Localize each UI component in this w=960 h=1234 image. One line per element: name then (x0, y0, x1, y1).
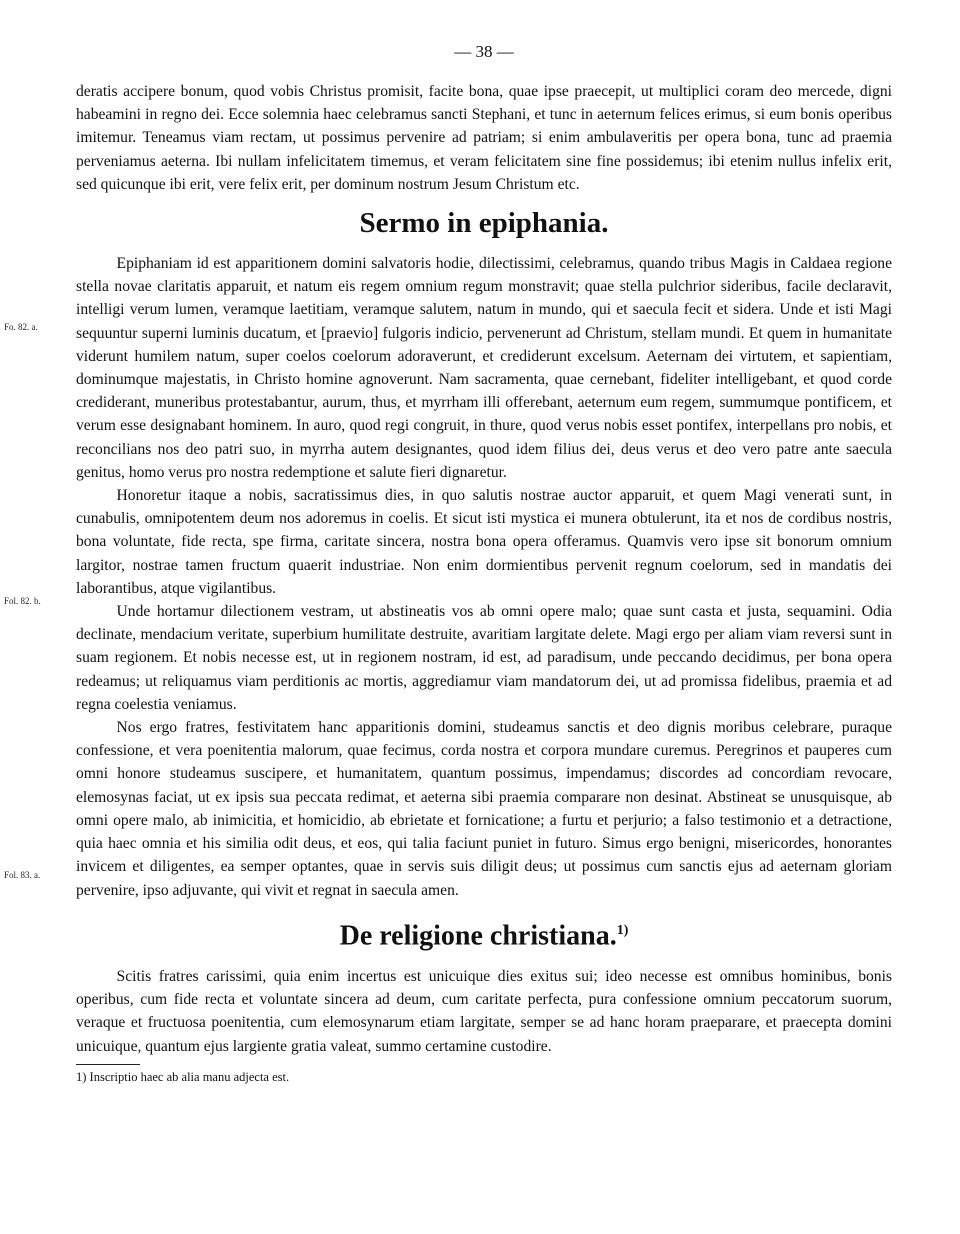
section-heading-sermo-in-epiphania: Sermo in epiphania. (359, 207, 609, 240)
heading-text: De religione christiana. (339, 920, 617, 952)
paragraph-continuation: deratis accipere bonum, quod vobis Christus promisit, facite bona, quae ipse praecepit, ut multiplici coram deo mercede, digni habeamini in regno dei. Ecce solemnia haec celebramus sancti Stephani, et tunc in aeternum felices erimus, si eum bonis operibus imitemur. Teneamus viam rectam, ut possimus pervenire ad patriam; si enim ambulaveritis per opera bona, tunc ad praemia perveniamus aeterna. Ibi nullam infelicitatem timemus, et veram felicitatem sine fine possidemus; ibi etenim nullus infelix erit, sed quicunque ibi erit, vere felix erit, per dominum nostrum Jesum Christum etc. (76, 83, 892, 193)
section-heading-de-religione-christiana (76, 914, 892, 953)
paragraph: Honoretur itaque a nobis, sacratissimus dies, in quo salutis nostrae auctor apparuit, et quem Magi venerati sunt, in cunabulis, omnipotentem deum nos adoremus in coelis. Et sicut isti mystica ei munera obtulerunt, ita et nos de cordibus nostris, bona voluntate, fide recta, spe firma, caritate sincera, nostra bona opera offeramus. Quamvis vero ipse sit bonorum omnium largitor, nostrae tamen fructum quaerit industriae. Non enim dormientibus pervenit regnum coelorum, sed in mandatis dei laborantibus, atque vigilantibus. (76, 487, 892, 597)
paragraph: Scitis fratres carissimi, quia enim incertus est unicuique dies exitus sui; ideo necesse est omnibus hominibus, bonis operibus, cum fide recta et voluntate sincera ad deum, cum caritate perfecta, pura confessione omnium peccatorum suorum, veraque et fructuosa poenitentia, cum elemosynarum etiam largitate, semper se ad hanc horam praeparare, et praecepta domini unicuique, quantum ejus largiente gratia valeat, summo certamine custodire. (76, 968, 892, 1055)
page-number: — 38 — (454, 42, 514, 61)
margin-note-folio-82a: Fo. 82. a. (4, 322, 38, 332)
paragraph: Unde hortamur dilectionem vestram, ut abstineatis vos ab omni opere malo; quae sunt casta et justa, sequamini. Odia declinate, mendacium veritate, superbium humilitate destruite, avaritiam largitate delete. Magi ergo per aliam viam reversi sunt in suam regionem. Et nobis necesse est, ut in regionem nostram, id est, ad paradisum, unde peccando decidimus, per bona opera redeamus; ut reliquamus viam perditionis ac mortis, aggrediamur viam mandatorum dei, ut ad promissa fidelibus, praemia et ad regna coelestia veniamus. (76, 603, 892, 713)
paragraph: Nos ergo fratres, festivitatem hanc apparitionis domini, studeamus sanctis et deo dignis moribus celebrare, puraque confessione, et vera poenitentia malorum, quae fecimus, corda nostra et corpora mundare curemus. Peregrinos et pauperes cum omni honore studeamus suscipere, et humanitatem, quantum possimus, impendamus; discordes ad concordiam revocare, elemosynas faciat, ut ex ipsis sua peccata redimat, et aeterna sibi praemia comparare non desinat. Abstineat se unusquisque, ab omni opere malo, ab inimicitia, et homicidio, ab ebrietate et fornicatione; a furtu et perjurio; a falso testimonio et a detractione, quia haec omnia et his similia odit deus, et eos, qui talia faciunt puniet in futuro. Simus ergo benigni, misericordes, honorantes invicem et diligentes, ea semper optantes, quae in servis suis diligit deus; ut possimus cum sanctis ejus ad aeternam gloriam pervenire, ipso adjuvante, qui vivit et regnat in saecula amen. (76, 719, 892, 899)
main-text (76, 80, 892, 1085)
paragraph: Epiphaniam id est apparitionem domini salvatoris hodie, dilectissimi, celebramus, quando tribus Magis in Caldaea regione stella novae claritatis apparuit, et natum eis regem omnium regum monstravit; quae stella pulchrior sideribus, facile declaravit, intelligi verum lumen, veramque laetitiam, veramque salutem, natum in mundo, qui et saecula fecit et sidera. Unde et isti Magi sequuntur superni luminis ducatum, et [praevio] fulgoris indicio, pervenerunt ad Christum, stellam mundi. Et quem in humanitate viderunt humilem natum, super coelos coelorum adoraverunt, et crediderunt excelsum. Aeternam dei virtutem, et sapientiam, dominumque majestatis, in Christo homine agnoverunt. Nam sacramenta, quae cernebant, fideliter intelligebant, et quod corde crediderant, muneribus protestabantur, aurum, thus, et myrrham illi offerebant, aeternum eum regem, summumque pontificem, et verum esse designabant hominem. In auro, quod regi congruit, in thure, quod verus nobis esset pontifex, interpellans pro nobis, et reconcilians nos deo patri suo, in myrrha autem designantes, quod idem filius dei, deus verus et deo vero patre ante saecula genitus, homo verus pro nostra redemptione et salute fieri dignaretur. (76, 255, 892, 481)
margin-note-folio-83a: Fol. 83. a. (4, 870, 41, 880)
footnote-reference: 1) (616, 922, 629, 938)
footnote-divider (76, 1064, 140, 1065)
margin-note-folio-82b: Fol. 82. b. (4, 596, 41, 606)
footnote (76, 1069, 892, 1085)
footnote-mark: 1) (76, 1069, 87, 1084)
footnote-text: Inscriptio haec ab alia manu adjecta est. (89, 1069, 290, 1084)
